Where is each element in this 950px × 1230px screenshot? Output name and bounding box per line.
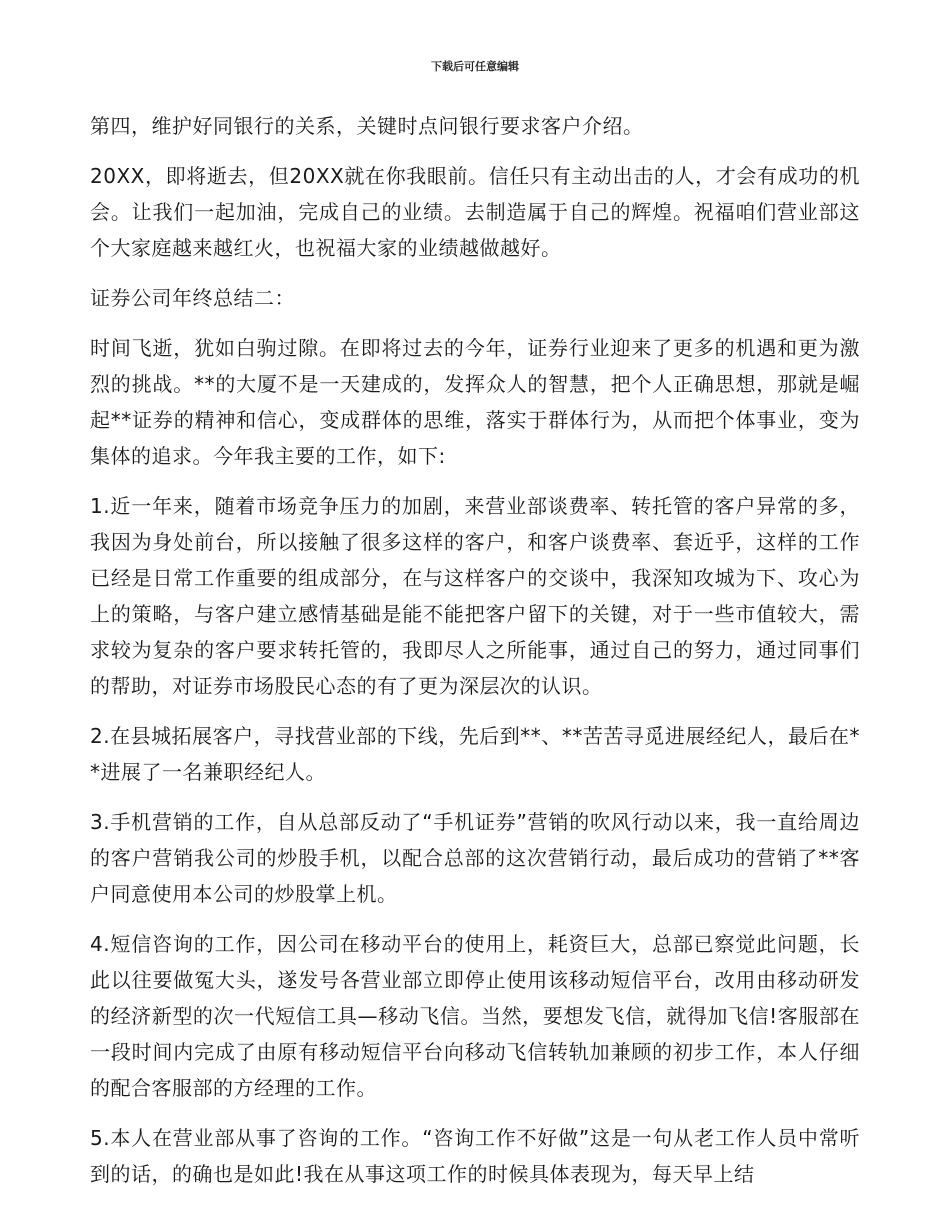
section-heading-summary-two: 证券公司年终总结二： <box>90 286 295 310</box>
paragraph-item-1: 1.近一年来，随着市场竞争压力的加剧，来营业部谈费率、转托管的客户异常的多，我因为身处前台，所以接触了很多这样的客户，和客户谈费率、套近乎，这样的工作已经是日常工作重要的组成部分，在与这样客户的交谈中，我深知攻城为下、攻心为上的策略，与客户建立感情基础是能不能把客户留下的关键，对于一些市值较大，需求较为复杂的客户要求转托管的，我即尽人之所能事，通过自己的努力，通过同事们的帮助，对证券市场股民心态的有了更为深层次的认识。 <box>90 494 860 698</box>
paragraph-item-4: 4.短信咨询的工作，因公司在移动平台的使用上，耗资巨大，总部已察觉此问题，长此以往要做冤大头，遂发号各营业部立即停止使用该移动短信平台，改用由移动研发的经济新型的次一代短信工具—移动飞信。当然，要想发飞信，就得加飞信!客服部在一段时间内完成了由原有移动短信平台向移动飞信转轨加兼顾的初步工作，本人仔细的配合客服部的方经理的工作。 <box>90 932 860 1100</box>
page-header-note: 下载后可任意编辑 <box>431 60 519 73</box>
paragraph-item-3: 3.手机营销的工作，自从总部反动了“手机证券”营销的吹风行动以来，我一直给周边的客户营销我公司的炒股手机，以配合总部的这次营销行动，最后成功的营销了**客户同意使用本公司的炒股掌上机。 <box>90 810 860 906</box>
paragraph-bank-relations: 第四，维护好同银行的关系，关键时点问银行要求客户介绍。 <box>90 114 644 138</box>
paragraph-item-5: 5.本人在营业部从事了咨询的工作。“咨询工作不好做”这是一句从老工作人员中常听到的话，的确也是如此!我在从事这项工作的时候具体表现为，每天早上结 <box>90 1126 860 1186</box>
document-body <box>90 108 860 1206</box>
paragraph-intro: 时间飞逝，犹如白驹过隙。在即将过去的今年，证券行业迎来了更多的机遇和更为激烈的挑战。**的大厦不是一天建成的，发挥众人的智慧，把个人正确思想，那就是崛起**证券的精神和信心，变成群体的思维，落实于群体行为，从而把个体事业，变为集体的追求。今年我主要的工作，如下: <box>90 336 860 468</box>
paragraph-closing-wishes: 20XX，即将逝去，但20XX就在你我眼前。信任只有主动出击的人，才会有成功的机会。让我们一起加油，完成自己的业绩。去制造属于自己的辉煌。祝福咱们营业部这个大家庭越来越红火，也祝福大家的业绩越做越好。 <box>90 164 860 260</box>
paragraph-item-2: 2.在县城拓展客户，寻找营业部的下线，先后到**、**苦苦寻觅进展经纪人，最后在**进展了一名兼职经纪人。 <box>90 724 860 784</box>
